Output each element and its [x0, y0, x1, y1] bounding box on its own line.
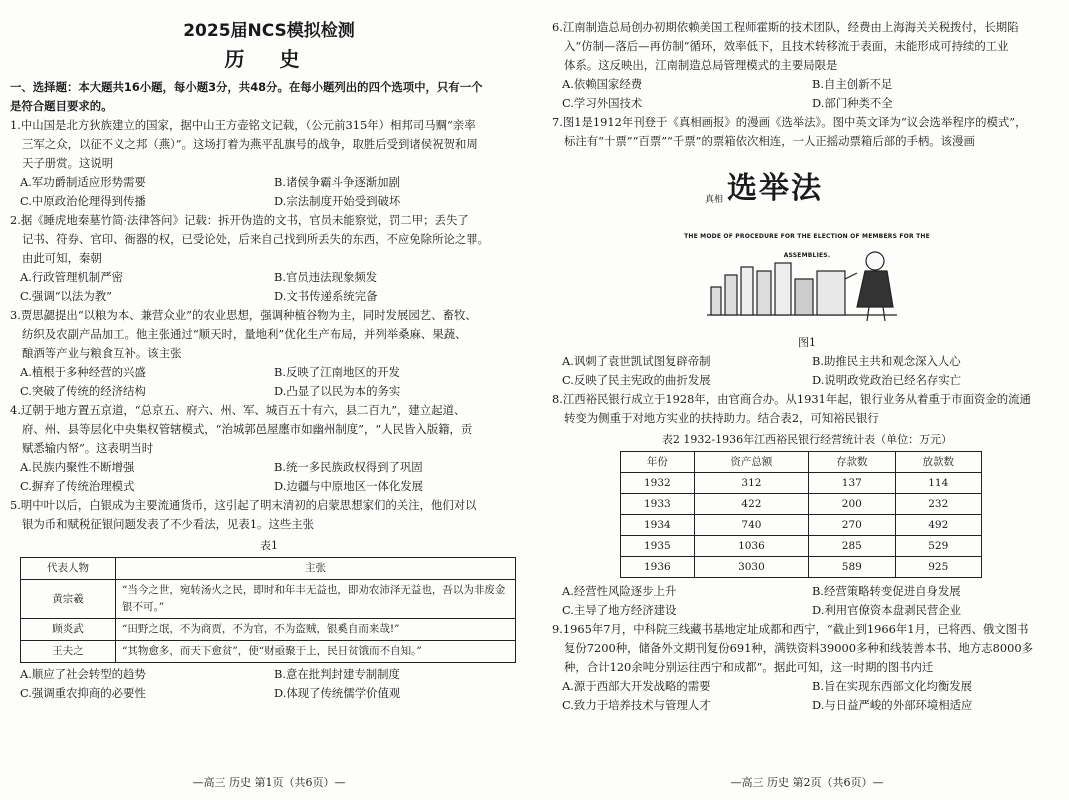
cartoon-english-caption: THE MODE OF PROCEDURE FOR THE ELECTION OF MEMBERS FOR THE ASSEMBLIES. [684, 233, 930, 259]
q4-option-a[interactable]: A.民族内聚性不断增强 [20, 460, 135, 474]
right-page [552, 0, 1062, 800]
q5-option-a[interactable]: A.顺应了社会转型的趋势 [20, 667, 146, 681]
q6-option-c[interactable]: C.学习外国技术 [562, 96, 643, 110]
q2-stem-2: 记书、符券、官印、衙器的权，已受论处，后来自己找到所丢失的东西，不应免除所论之罪。 [22, 232, 490, 246]
q2-options [10, 268, 528, 306]
q5-option-c[interactable]: C.强调重农抑商的必要性 [20, 686, 146, 700]
table2-cell: 137 [809, 473, 895, 494]
q2-option-b[interactable]: B.官员违法现象频发 [274, 270, 378, 284]
question-7 [552, 113, 1062, 390]
q4-options [10, 458, 528, 496]
table-row [621, 536, 982, 557]
table2-cell: 285 [809, 536, 895, 557]
table2-cell: 1933 [621, 494, 695, 515]
table1 [20, 557, 516, 663]
q6-stem-1: 6.江南制造总局创办初期依赖美国工程师霍斯的技术团队，经费由上海海关关税拨付，长期陷 [552, 20, 1019, 34]
q8-options [552, 582, 1062, 620]
table-row [21, 580, 516, 619]
q7-options [552, 352, 1062, 390]
q8-stem-2: 转变为侧重于对地方实业的扶持助力。结合表2，可知裕民银行 [564, 411, 879, 425]
q7-stem-2: 标注有“十票”“百票”“千票”的票箱依次相连，一人正摇动票箱后部的手柄。该漫画 [564, 134, 975, 148]
page-footer-right: —高三 历史 第2页（共6页）— [730, 776, 884, 789]
q9-option-b[interactable]: B.旨在实现东西部文化均衡发展 [812, 679, 973, 693]
figure1-cartoon [684, 171, 930, 325]
table1-header-row [21, 558, 516, 580]
table2-header-cell: 放款数 [895, 452, 981, 473]
figure1-caption: 图1 [798, 336, 816, 349]
table2-cell: 492 [895, 515, 981, 536]
table1-header-cell: 主张 [116, 558, 516, 580]
q6-option-a[interactable]: A.依赖国家经费 [562, 77, 643, 91]
q3-stem-1: 3.贾思勰提出“以粮为本、兼营众业”的农业思想，强调种植谷物为主，同时发展园艺、畜牧、 [10, 308, 477, 322]
q3-option-b[interactable]: B.反映了江南地区的开发 [274, 365, 400, 379]
q8-option-a[interactable]: A.经营性风险逐步上升 [562, 584, 677, 598]
q4-option-c[interactable]: C.摒弃了传统治理模式 [20, 479, 135, 493]
q5-option-d[interactable]: D.体现了传统儒学价值观 [274, 686, 401, 700]
q1-option-c[interactable]: C.中原政治伦理得到传播 [20, 194, 146, 208]
q4-stem-3: 赋悉输内帑”。这表明当时 [22, 441, 154, 455]
table-row [21, 619, 516, 641]
table2-cell: 114 [895, 473, 981, 494]
section-header [10, 78, 528, 116]
table2-cell: 529 [895, 536, 981, 557]
question-1 [10, 116, 528, 211]
q3-option-c[interactable]: C.突破了传统的经济结构 [20, 384, 146, 398]
q5-stem-2: 银为币和赋税征银问题发表了不少看法，见表1。这些主张 [22, 517, 315, 531]
table2-cell: 1036 [694, 536, 808, 557]
q4-option-b[interactable]: B.统一多民族政权得到了巩固 [274, 460, 423, 474]
table-row [621, 494, 982, 515]
q7-stem-1: 7.图1是1912年刊登于《真相画报》的漫画《选举法》。图中英文译为“议会选举程序的模式”， [552, 115, 1027, 129]
table1-view: “田野之氓，不为商贾，不为官，不为盗贼，银奚自而来哉!” [116, 619, 516, 641]
cartoon-illustration [697, 171, 917, 325]
q6-options [552, 75, 1062, 113]
question-5 [10, 496, 528, 703]
q9-options [552, 677, 1062, 715]
q1-options [10, 173, 528, 211]
question-8 [552, 390, 1062, 620]
q9-stem-1: 9.1965年7月，中科院三线藏书基地定址成都和西宁，“截止到1966年1月，已将西、俄文图书 [552, 622, 1029, 636]
q6-option-b[interactable]: B.自主创新不足 [812, 77, 893, 91]
q8-option-b[interactable]: B.经营策略转变促进自身发展 [812, 584, 961, 598]
q5-options [10, 665, 528, 703]
q9-option-c[interactable]: C.致力于培养技术与管理人才 [562, 698, 711, 712]
q4-option-d[interactable]: D.边疆与中原地区一体化发展 [274, 479, 424, 493]
q6-stem-2: 入“仿制—落后—再仿制”循环，效率低下，且技术转移流于表面，未能形成可持续的工业 [564, 39, 1009, 53]
table2-header-cell: 年份 [621, 452, 695, 473]
q7-option-d[interactable]: D.说明政党政治已经名存实亡 [812, 373, 962, 387]
q1-option-b[interactable]: B.诸侯争霸斗争逐渐加剧 [274, 175, 400, 189]
table2-header-cell: 资产总额 [694, 452, 808, 473]
section-header-line2: 是符合题目要求的。 [10, 99, 113, 113]
q9-option-a[interactable]: A.源于西部大开发战略的需要 [562, 679, 711, 693]
q5-option-b[interactable]: B.意在批判封建专制制度 [274, 667, 400, 681]
table2-cell: 312 [694, 473, 808, 494]
table2-cell: 1934 [621, 515, 695, 536]
q7-option-b[interactable]: B.助推民主共和观念深入人心 [812, 354, 961, 368]
question-9 [552, 620, 1062, 715]
question-2 [10, 211, 528, 306]
table2-cell: 200 [809, 494, 895, 515]
table-row [21, 641, 516, 663]
exam-title: 2025届NCS模拟检测 [183, 21, 355, 41]
q2-stem-1: 2.据《睡虎地秦墓竹简·法律答问》记载：拆开伪造的文书，官员未能察觉，罚二甲；丢失了 [10, 213, 469, 227]
q9-stem-3: 种，合计120余吨分别运往西宁和成都”。据此可知，这一时期的图书内迁 [564, 660, 934, 674]
table2-cell: 925 [895, 557, 981, 578]
table2-cell: 1936 [621, 557, 695, 578]
table-row [621, 557, 982, 578]
q9-option-d[interactable]: D.与日益严峻的外部环境相适应 [812, 698, 973, 712]
table2-cell: 589 [809, 557, 895, 578]
table2-cell: 740 [694, 515, 808, 536]
q3-option-a[interactable]: A.植根于多种经营的兴盛 [20, 365, 146, 379]
q1-option-a[interactable]: A.军功爵制适应形势需要 [20, 175, 146, 189]
table-row [621, 473, 982, 494]
q9-stem-2: 复份7200种，储备外文期刊复份691种，满铁资料39000多种和线装善本书、地方志8000多 [564, 641, 1034, 655]
q1-option-d[interactable]: D.宗法制度开始受到破坏 [274, 194, 401, 208]
q1-stem-1: 1.中山国是北方狄族建立的国家，据中山王方壶铭文记载，（公元前315年）相邦司马赒“亲率 [10, 118, 476, 132]
q1-stem-3: 天子册赏。这说明 [22, 156, 114, 170]
table2-cell: 1935 [621, 536, 695, 557]
table2-header-cell: 存款数 [809, 452, 895, 473]
table1-person: 黄宗羲 [21, 580, 116, 619]
q2-option-c[interactable]: C.强调“以法为教” [20, 289, 112, 303]
table2-caption: 表2 1932-1936年江西裕民银行经营统计表（单位：万元） [661, 433, 953, 446]
q3-stem-3: 酿酒等产业与粮食互补。该主张 [22, 346, 182, 360]
cartoon-masthead: 真相 [705, 195, 724, 205]
q7-option-c[interactable]: C.反映了民主宪政的曲折发展 [562, 373, 711, 387]
q5-stem-1: 5.明中叶以后，白银成为主要流通货币，这引起了明末清初的启蒙思想家们的关注，他们对以 [10, 498, 477, 512]
q6-option-d[interactable]: D.部门种类不全 [812, 96, 893, 110]
table2-cell: 232 [895, 494, 981, 515]
q2-stem-3: 由此可知，秦朝 [22, 251, 102, 265]
q7-option-a[interactable]: A.讽刺了袁世凯试图复辟帝制 [562, 354, 711, 368]
table-row [621, 515, 982, 536]
q4-stem-2: 府、州、县等层化中央集权管辖模式，“治城郭邑屋廛市如幽州制度”，“人民皆入版籍，贡 [22, 422, 473, 436]
table2-cell: 1932 [621, 473, 695, 494]
question-3 [10, 306, 528, 401]
table1-view: “当今之世，宛转汤火之民，即时和年丰无益也，即劝农沛泽无益也，吾以为非废金银不可。” [116, 580, 516, 619]
question-4 [10, 401, 528, 496]
cartoon-title: 选举法 [727, 171, 823, 206]
q4-stem-1: 4.辽朝于地方置五京道，“总京五、府六、州、军、城百五十有六，县二百九”，建立起道、 [10, 403, 466, 417]
section-header-line1: 一、选择题：本大题共16小题，每小题3分，共48分。在每小题列出的四个选项中，只有一个 [10, 80, 483, 94]
table1-caption: 表1 [260, 539, 278, 552]
subject-title: 历 史 [224, 47, 314, 71]
table1-person: 顾炎武 [21, 619, 116, 641]
table2 [620, 451, 982, 578]
table2-cell: 422 [694, 494, 808, 515]
table2-header-row [621, 452, 982, 473]
q3-options [10, 363, 528, 401]
question-6 [552, 18, 1062, 113]
table1-view: “其物愈多，而天下愈贫”，使“财亟聚于上，民日贫饿而不自知。” [116, 641, 516, 663]
q1-stem-2: 三军之众，以征不义之邦（燕）”。这场打着为燕平乱旗号的战争，取胜后受到诸侯祝贺和周 [22, 137, 478, 151]
table1-header-cell: 代表人物 [21, 558, 116, 580]
q8-option-c[interactable]: C.主导了地方经济建设 [562, 603, 677, 617]
q3-option-d[interactable]: D.凸显了以民为本的务实 [274, 384, 401, 398]
page-footer-left: —高三 历史 第1页（共6页）— [192, 776, 346, 789]
q2-option-d[interactable]: D.文书传递系统完备 [274, 289, 378, 303]
q8-option-d[interactable]: D.利用官僚资本盘剥民营企业 [812, 603, 962, 617]
table2-cell: 3030 [694, 557, 808, 578]
q8-stem-1: 8.江西裕民银行成立于1928年，由官商合办。从1931年起，银行业务从着重于市面资金的流通 [552, 392, 1031, 406]
q2-option-a[interactable]: A.行政管理机制严密 [20, 270, 123, 284]
q6-stem-3: 体系。这反映出，江南制造总局管理模式的主要局限是 [564, 58, 838, 72]
q3-stem-2: 纺织及农副产品加工。他主张通过“顺天时，量地利”优化生产布局，并列举桑麻、果蔬、 [22, 327, 467, 341]
table1-person: 王夫之 [21, 641, 116, 663]
table2-cell: 270 [809, 515, 895, 536]
left-page [10, 0, 528, 800]
